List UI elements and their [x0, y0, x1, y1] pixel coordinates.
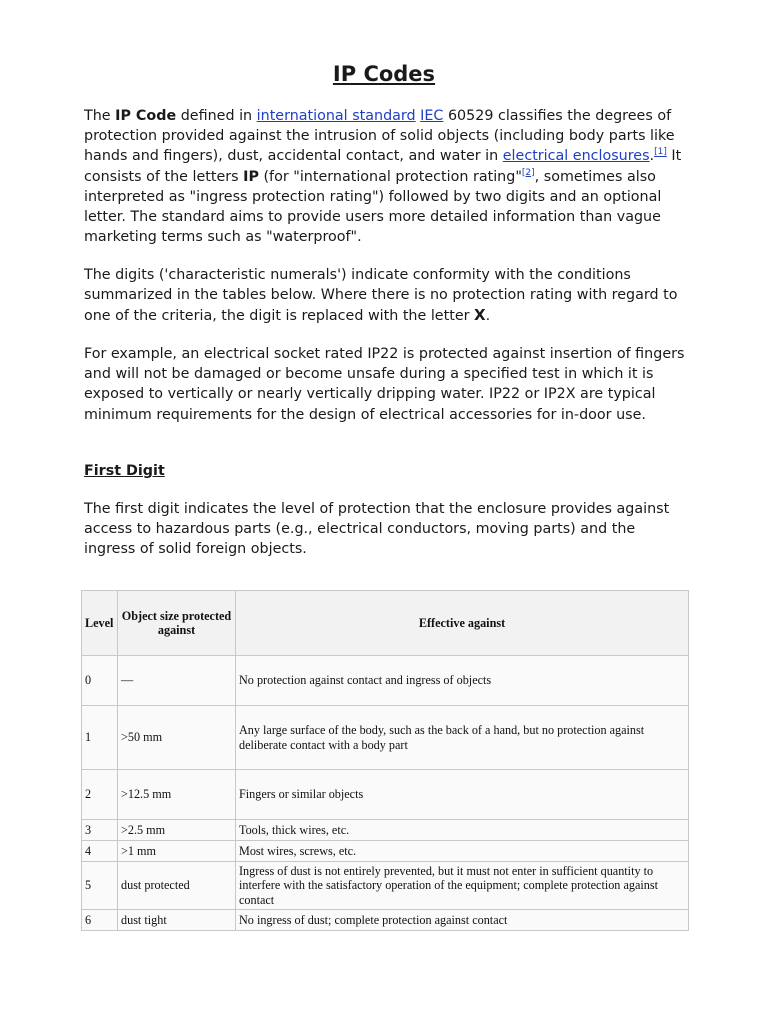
object-size-cell: —	[118, 656, 236, 706]
first-digit-table	[81, 590, 689, 931]
page-title: IP Codes	[332, 62, 436, 86]
object-size-cell: dust tight	[118, 910, 236, 931]
table-row	[82, 770, 689, 820]
effective-against-cell: Fingers or similar objects	[236, 770, 689, 820]
citation-2	[522, 168, 535, 178]
table-row	[82, 706, 689, 770]
effective-against-cell: Most wires, screws, etc.	[236, 841, 689, 862]
effective-against-cell: No protection against contact and ingress of objects	[236, 656, 689, 706]
intro-paragraph	[84, 106, 688, 247]
object-size-cell: >1 mm	[118, 841, 236, 862]
link-iec[interactable]: IEC	[420, 108, 444, 124]
text: .	[485, 308, 491, 325]
object-size-cell: dust protected	[118, 862, 236, 910]
text: The	[84, 108, 116, 124]
text: , sometimes also interpreted as "ingress protection rating") followed by two digits and an optional letter. The standard aims to provide users more detailed information than vague marketing terms such as "waterproof".	[84, 168, 662, 246]
table-row	[82, 841, 689, 862]
object-size-cell: >12.5 mm	[118, 770, 236, 820]
citation-link-1[interactable]: [1]	[654, 147, 667, 158]
example-paragraph: For example, an electrical socket rated IP22 is protected against insertion of fingers and will not be damaged or become unsafe during a specified test in which it is exposed to vertically or nearly vertically dripping water. IP22 or IP2X are typical minimum requirements for the design of electrical accessories for in-door use.	[84, 346, 685, 423]
citation-1	[654, 148, 667, 158]
level-cell: 4	[82, 841, 118, 862]
first-digit-paragraph: The first digit indicates the level of protection that the enclosure provides against access to hazardous parts (e.g., electrical conductors, moving parts) and the ingress of solid foreign objects.	[84, 501, 670, 558]
text: .	[649, 148, 655, 165]
column-header-level: Level	[82, 591, 118, 656]
table-row	[82, 862, 689, 910]
table-row	[82, 910, 689, 931]
bold-term: IP Code	[115, 108, 177, 124]
effective-against-cell: Ingress of dust is not entirely prevented, but it must not enter in sufficient quantity to interfere with the satisfactory operation of the equipment; complete protection against contact	[236, 862, 689, 910]
citation-link-2[interactable]: [2]	[521, 167, 535, 178]
digits-paragraph	[84, 265, 688, 327]
effective-against-cell: Any large surface of the body, such as the back of a hand, but no protection against deliberate contact with a body part	[236, 706, 689, 770]
text: The digits ('characteristic numerals') indicate conformity with the conditions summarized in the tables below. Where there is no protection rating with regard to one of the criteria, the digit is replaced with the letter	[84, 267, 678, 325]
section-heading-first-digit: First Digit	[84, 463, 165, 479]
object-size-cell: >50 mm	[118, 706, 236, 770]
column-header-effective-against: Effective against	[236, 591, 689, 656]
link-electrical-enclosures[interactable]: electrical enclosures	[502, 148, 650, 165]
level-cell: 3	[82, 820, 118, 841]
text: defined in	[176, 108, 257, 124]
column-header-object-size: Object size protected against	[118, 591, 236, 656]
level-cell: 1	[82, 706, 118, 770]
text: (for "international protection rating"	[258, 168, 522, 185]
table-row	[82, 820, 689, 841]
object-size-cell: >2.5 mm	[118, 820, 236, 841]
effective-against-cell: Tools, thick wires, etc.	[236, 820, 689, 841]
x-letter: X	[474, 306, 486, 325]
table-row	[82, 656, 689, 706]
effective-against-cell: No ingress of dust; complete protection against contact	[236, 910, 689, 931]
text: 60529 classifies the degrees of protection provided against the intrusion of solid objects (including body parts like hands and fingers), dust, accidental contact, and water in	[84, 108, 675, 165]
level-cell: 5	[82, 862, 118, 910]
table-header-row	[82, 591, 689, 656]
level-cell: 2	[82, 770, 118, 820]
bold-term: IP	[243, 168, 259, 185]
level-cell: 0	[82, 656, 118, 706]
level-cell: 6	[82, 910, 118, 931]
link-international-standard[interactable]: international standard	[256, 108, 416, 124]
text: It consists of the letters	[84, 148, 682, 185]
